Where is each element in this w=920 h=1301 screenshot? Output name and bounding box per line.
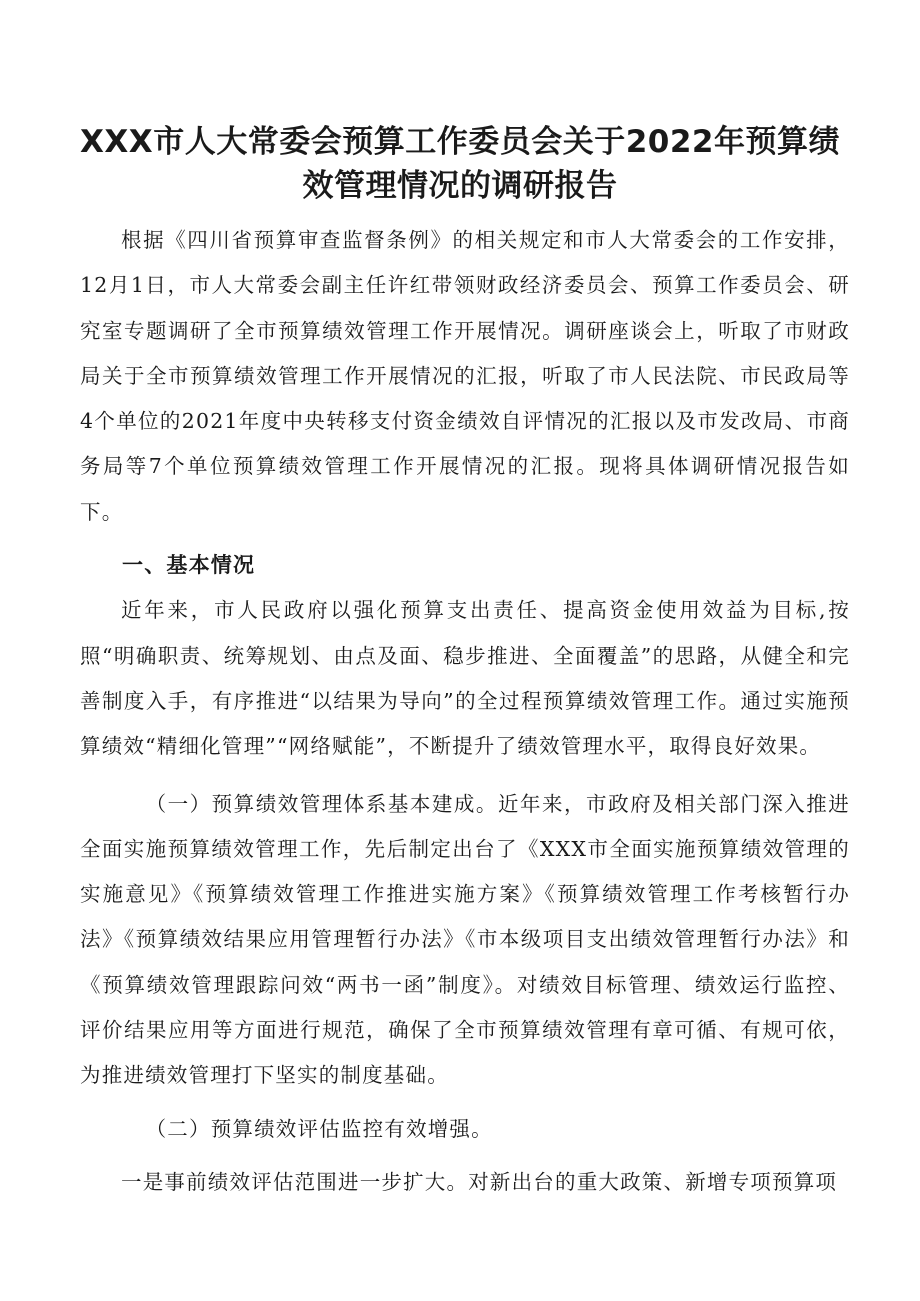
paragraph-prior-evaluation: 一是事前绩效评估范围进一步扩大。对新出台的重大政策、新增专项预算项 [121,1169,838,1194]
paragraph-system-built: （一）预算绩效管理体系基本建成。近年来，市政府及相关部门深入推进全面实施预算绩效管理工作，先后制定出台了《XXX市全面实施预算绩效管理的实施意见》《预算绩效管理工作推进实施方案》《预算绩效管理工作考核暂行办法》《预算绩效结果应用管理暂行办法》《市本级项目支出绩效管理暂行办法》和《预算绩效管理跟踪问效“两书一函”制度》。对绩效目标管理、绩效运行监控、评价结果应用等方面进行规范，确保了全市预算绩效管理有章可循、有规可依，为推进绩效管理打下坚实的制度基础。 [80,791,850,1088]
document-title-line-1: XXX市人大常委会预算工作委员会关于2022年预算绩 [80,124,840,160]
paragraph-monitoring-heading: （二）预算绩效评估监控有效增强。 [145,1116,493,1141]
document-title-line-2: 效管理情况的调研报告 [302,168,618,204]
document-body [80,218,850,1205]
paragraph-overview: 近年来，市人民政府以强化预算支出责任、提高资金使用效益为目标,按照“明确职责、统筹规划、由点及面、稳步推进、全面覆盖”的思路，从健全和完善制度入手，有序推进“以结果为导向”的全过程预算绩效管理工作。通过实施预算绩效“精细化管理”“网络赋能”，不断提升了绩效管理水平，取得良好效果。 [80,598,850,759]
section-heading-basic-situation: 一、基本情况 [122,553,256,578]
paragraph-intro: 根据《四川省预算审查监督条例》的相关规定和市人大常委会的工作安排，12月1日，市人大常委会副主任许红带领财政经济委员会、预算工作委员会、研究室专题调研了全市预算绩效管理工作开展情况。调研座谈会上，听取了市财政局关于全市预算绩效管理工作开展情况的汇报，听取了市人民法院、市民政局等4个单位的2021年度中央转移支付资金绩效自评情况的汇报以及市发改局、市商务局等7个单位预算绩效管理工作开展情况的汇报。现将具体调研情况报告如下。 [80,228,850,524]
